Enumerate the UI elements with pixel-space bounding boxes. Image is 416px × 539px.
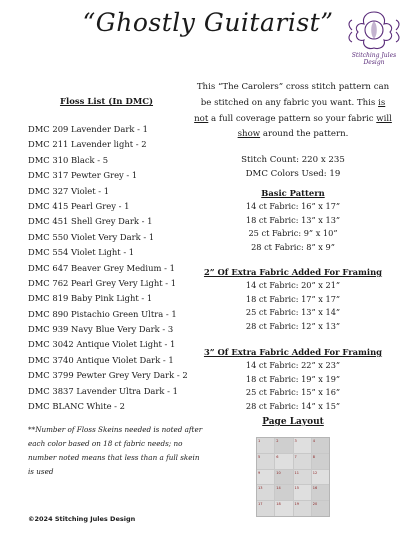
page-layout-heading: Page Layout bbox=[262, 417, 324, 427]
colors-used: DMC Colors Used: 19 bbox=[245, 169, 341, 179]
floss-item: DMC 3837 Lavender Ultra Dark - 1 bbox=[28, 385, 178, 396]
floss-item: DMC 3799 Pewter Grey Very Dark - 2 bbox=[28, 370, 188, 381]
fabric-size-item: 28 ct Fabric: 8” x 9” bbox=[251, 242, 335, 253]
stitch-stats bbox=[194, 153, 392, 181]
logo-text: Stitching Jules Design bbox=[351, 52, 397, 66]
page-number: 4 bbox=[312, 439, 315, 443]
intro-part2: a full coverage pattern so your fabric bbox=[208, 113, 377, 124]
pattern-title: “Ghostly Guitarist” bbox=[82, 8, 334, 37]
layout-page-thumb bbox=[312, 501, 329, 516]
floss-item: DMC 647 Beaver Grey Medium - 1 bbox=[28, 262, 175, 273]
layout-page-thumb bbox=[294, 454, 311, 469]
page-number: 7 bbox=[294, 454, 297, 459]
page-number: 20 bbox=[312, 502, 318, 507]
page-number: 6 bbox=[276, 454, 279, 459]
floss-item: DMC 762 Pearl Grey Very Light - 1 bbox=[28, 277, 177, 288]
layout-page-thumb bbox=[294, 470, 311, 485]
layout-page-thumb bbox=[275, 501, 292, 516]
fabric-size-item: 14 ct Fabric: 16” x 17” bbox=[245, 201, 341, 211]
two-inch-heading: 2” Of Extra Fabric Added For Framing bbox=[203, 267, 383, 277]
layout-page-thumb bbox=[257, 485, 274, 500]
floss-item: DMC 451 Shell Grey Dark - 1 bbox=[28, 216, 153, 227]
fabric-size-item: 14 ct Fabric: 20” x 21” bbox=[245, 280, 341, 290]
page-number: 14 bbox=[276, 486, 281, 491]
floss-list-heading: Floss List (In DMC) bbox=[59, 97, 154, 107]
page-layout-grid bbox=[256, 437, 330, 517]
page-number: 5 bbox=[258, 454, 261, 459]
fabric-size-item: 28 ct Fabric: 14” x 15” bbox=[245, 401, 341, 412]
fabric-size-item: 18 ct Fabric: 17” x 17” bbox=[245, 293, 341, 304]
intro-is-not: is not bbox=[194, 97, 386, 124]
layout-page-thumb bbox=[312, 454, 329, 469]
fabric-size-item: 25 ct Fabric: 9” x 10” bbox=[248, 228, 338, 239]
three-inch-section bbox=[194, 345, 392, 414]
fabric-size-item: 18 ct Fabric: 13” x 13” bbox=[245, 214, 341, 225]
floss-item: DMC 209 Lavender Dark - 1 bbox=[28, 124, 148, 134]
page-number: 3 bbox=[294, 439, 297, 443]
fabric-size-item: 28 ct Fabric: 12” x 13” bbox=[245, 321, 341, 332]
floss-item: DMC 310 Black - 5 bbox=[28, 154, 109, 165]
floss-item: DMC 890 Pistachio Green Ultra - 1 bbox=[28, 308, 177, 319]
layout-page-thumb bbox=[312, 485, 329, 500]
three-inch-heading: 3” Of Extra Fabric Added For Framing bbox=[203, 347, 383, 357]
layout-page-thumb bbox=[294, 485, 311, 500]
intro-part3: around the pattern. bbox=[260, 129, 349, 140]
layout-page-thumb bbox=[257, 501, 274, 516]
floss-item: DMC 3740 Antique Violet Dark - 1 bbox=[28, 354, 174, 365]
page-number: 15 bbox=[294, 486, 299, 491]
ornate-frame-logo-icon bbox=[344, 8, 404, 52]
page-number: 19 bbox=[294, 502, 299, 507]
layout-page-thumb bbox=[294, 501, 311, 516]
page-number: 18 bbox=[276, 502, 281, 507]
fabric-size-item: 25 ct Fabric: 15” x 16” bbox=[245, 387, 341, 398]
basic-pattern-section bbox=[194, 186, 392, 255]
two-inch-section bbox=[194, 265, 392, 334]
layout-page-thumb bbox=[275, 485, 292, 500]
page-number: 10 bbox=[276, 470, 281, 475]
intro-part1: This “The Carolers” cross stitch pattern can be stitched on any fabric you want. This bbox=[196, 82, 390, 108]
layout-page-thumb bbox=[275, 438, 292, 453]
layout-page-thumb bbox=[312, 470, 329, 485]
page-number: 2 bbox=[276, 439, 279, 443]
layout-page-thumb bbox=[275, 454, 292, 469]
page-number: 1 bbox=[258, 439, 261, 443]
basic-pattern-heading: Basic Pattern bbox=[261, 188, 325, 198]
fabric-size-item: 25 ct Fabric: 13” x 14” bbox=[245, 307, 341, 318]
intro-will-show: will show bbox=[237, 113, 392, 140]
page-number: 12 bbox=[312, 470, 318, 475]
copyright-footer: ©2024 Stitching Jules Design bbox=[28, 515, 136, 523]
layout-page-thumb bbox=[257, 454, 274, 469]
stitch-count: Stitch Count: 220 x 235 bbox=[241, 155, 345, 165]
floss-item: DMC 3042 Antique Violet Light - 1 bbox=[28, 339, 176, 350]
fabric-size-item: 14 ct Fabric: 22” x 23” bbox=[245, 360, 341, 370]
page-number: 9 bbox=[258, 470, 261, 475]
layout-page-thumb bbox=[275, 470, 292, 485]
skein-note: **Number of Floss Skeins needed is noted after each color based on 18 ct fabric needs; no number noted means that less than a full skein is used bbox=[28, 425, 203, 476]
floss-item: DMC 317 Pewter Grey - 1 bbox=[28, 170, 138, 181]
layout-page-thumb bbox=[257, 470, 274, 485]
fabric-size-item: 18 ct Fabric: 19” x 19” bbox=[245, 373, 341, 384]
intro-paragraph bbox=[194, 80, 392, 143]
floss-item: DMC 415 Pearl Grey - 1 bbox=[28, 200, 130, 211]
floss-item: DMC 211 Lavender light - 2 bbox=[28, 139, 147, 150]
page-number: 11 bbox=[294, 470, 299, 475]
layout-page-thumb bbox=[312, 438, 329, 453]
page-number: 17 bbox=[258, 502, 263, 507]
page-number: 13 bbox=[258, 486, 263, 491]
layout-page-thumb bbox=[257, 438, 274, 453]
floss-item: DMC 327 Violet - 1 bbox=[28, 185, 110, 196]
floss-item: DMC 939 Navy Blue Very Dark - 3 bbox=[28, 324, 174, 335]
floss-item: DMC 554 Violet Light - 1 bbox=[28, 247, 135, 258]
floss-item: DMC 550 Violet Very Dark - 1 bbox=[28, 231, 155, 242]
stitching-jules-logo bbox=[344, 8, 404, 66]
layout-page-thumb bbox=[294, 438, 311, 453]
floss-item: DMC 819 Baby Pink Light - 1 bbox=[28, 293, 153, 304]
page-number: 16 bbox=[312, 486, 318, 491]
floss-item: DMC BLANC White - 2 bbox=[28, 401, 126, 412]
page-number: 8 bbox=[312, 454, 315, 459]
floss-list bbox=[28, 122, 188, 414]
